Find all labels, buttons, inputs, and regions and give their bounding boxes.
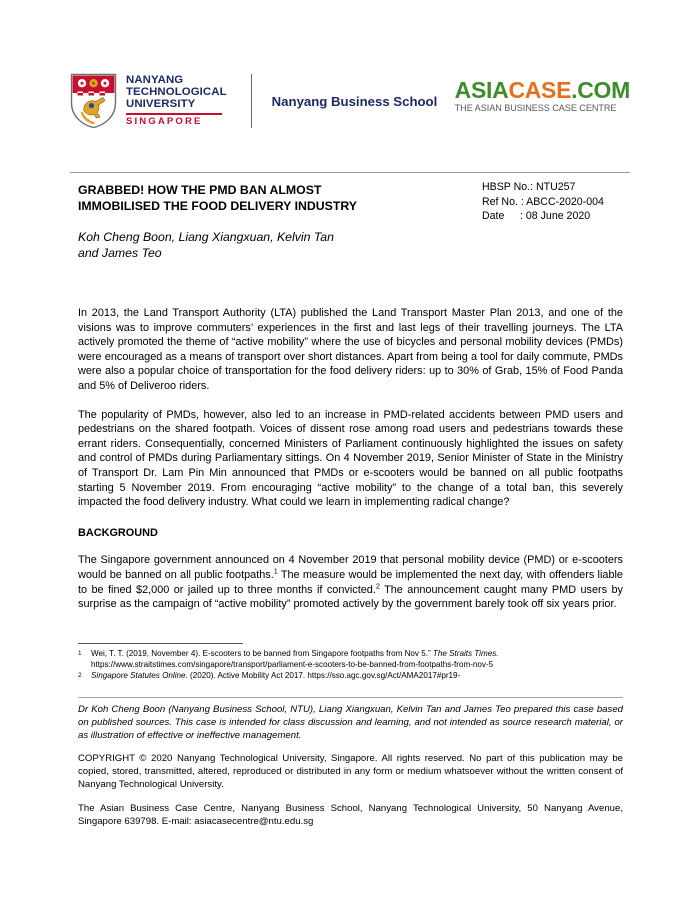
date-value: 08 June 2020 xyxy=(525,210,591,223)
footnote-source-italic: Singapore Statutes Online. xyxy=(91,671,188,681)
footnote-text-before: Wei, T. T. (2019, November 4). E-scooters to be banned from Singapore footpaths from Nov 5.” xyxy=(91,649,433,658)
page-title xyxy=(78,182,468,215)
meta-row-hbsp xyxy=(482,180,632,195)
authors xyxy=(78,229,468,262)
authors-line2: and James Teo xyxy=(78,246,162,261)
ntu-wordmark xyxy=(126,75,227,126)
footnote-source-italic: The Straits Times. xyxy=(432,649,499,658)
footnote-text xyxy=(91,671,628,682)
credits-section xyxy=(78,704,623,839)
authors-line1: Koh Cheng Boon, Liang Xiangxuan, Kelvin Tan xyxy=(78,229,334,244)
business-school-name: Nanyang Business School xyxy=(271,93,438,109)
date-separator: : xyxy=(520,210,523,223)
footnote-url[interactable]: https://www.straitstimes.com/singapore/transport/parliament-e-scooters-to-be-banned-from-footpaths-from-nov-5 xyxy=(91,659,494,669)
date-label: Date xyxy=(482,210,505,223)
asiacase-logo xyxy=(455,78,630,113)
credit-copyright: COPYRIGHT © 2020 Nanyang Technological University, Singapore. All rights reserved. No part of this publication may be copied, stored, transmitted, altered, reproduced or distributed in any form or medium whatsoever without the written consent of Nanyang Technological University. xyxy=(78,753,623,790)
credits-separator-rule xyxy=(78,697,623,698)
paragraph-3 xyxy=(78,553,623,611)
document-body xyxy=(78,306,623,626)
hbsp-value: NTU257 xyxy=(535,181,576,193)
header-separator-rule xyxy=(70,172,630,173)
ref-label: Ref No. : xyxy=(482,195,524,208)
asiacase-tagline: THE ASIAN BUSINESS CASE CENTRE xyxy=(454,103,617,113)
asiacase-word-dotcom: .COM xyxy=(571,77,630,103)
footnote-item xyxy=(78,671,628,682)
ntu-wordmark-line2: TECHNOLOGICAL xyxy=(126,86,227,99)
meta-row-ref xyxy=(482,195,632,210)
page-title-line1: GRABBED! HOW THE PMD BAN ALMOST xyxy=(78,183,322,197)
paragraph-2: The popularity of PMDs, however, also led to an increase in PMD-related accidents between PMD users and pedestrians on the shared footpath. Voices of dissent rose among road users and pedestrians towards these errant riders. Consequentially, concerned Ministers of Parliament continuously highlighted the issues on safety and control of PMDs during Parliamentary sittings. On 4 November 2019, Senior Minister of State in the Ministry of Transport Dr. Lam Pin Min announced that PMDs or e-scooters would be banned on all public footpaths starting 5 November 2019. From encouraging “active mobility” to the change of a total ban, this severely impacted the food delivery industry. What could we learn in implementing radical change? xyxy=(78,408,623,509)
footnote-ref-1[interactable]: 1 xyxy=(273,566,278,576)
paragraph-3-part1: The Singapore government announced on 4 November 2019 that personal mobility device (PMD) or e-scooters would be banned on all public footpaths. xyxy=(78,554,623,581)
asiacase-wordmark xyxy=(455,78,630,102)
section-heading-background: BACKGROUND xyxy=(78,526,158,539)
ntu-wordmark-line1: NANYANG xyxy=(126,74,184,87)
asiacase-word-asia: ASIA xyxy=(454,77,509,103)
paragraph-1: In 2013, the Land Transport Authority (LTA) published the Land Transport Master Plan 2013, and one of the visions was to improve commuters’ experiences in the first and last legs of their travelling journeys. The LTA actively promoted the theme of “active mobility” where the use of bicycles and personal mobility devices (PMDs) were encouraged as a means of transport over short distances. Apart from being a tool for daily commute, PMDs were also a popular choice of transportation for the food delivery riders: up to 30% of Grab, 15% of Food Panda and 5% of Deliveroo riders. xyxy=(78,307,623,392)
ntu-crest-icon xyxy=(70,73,117,129)
ntu-wordmark-country: SINGAPORE xyxy=(126,115,203,127)
ref-value: ABCC-2020-004 xyxy=(526,195,604,208)
footnote-item xyxy=(78,649,628,670)
hbsp-label: HBSP No.: xyxy=(482,181,534,193)
document-metadata xyxy=(482,180,632,224)
footnote-number: 2 xyxy=(78,672,82,680)
asiacase-word-case: CASE xyxy=(508,77,572,103)
ntu-wordmark-divider xyxy=(126,113,222,115)
page-title-line2: IMMOBILISED THE FOOD DELIVERY INDUSTRY xyxy=(78,199,357,214)
footnote-text-after[interactable]: (2020). Active Mobility Act 2017. https://sso.agc.gov.sg/Act/AMA2017#pr19- xyxy=(187,671,461,681)
footnote-separator-rule xyxy=(78,643,243,644)
paragraph-3-part3: The announcement caught many PMD users by surprise as the campaign of “active mobility” promoted actively by the government barely took off six years prior. xyxy=(78,583,624,611)
footnotes-section xyxy=(78,649,628,683)
footnote-number: 1 xyxy=(78,650,82,657)
paragraph-3-part2: The measure would be implemented the next day, with offenders liable to be fined $2,000 or jailed up to three months if convicted. xyxy=(78,568,623,596)
page-header xyxy=(70,66,630,136)
header-vertical-divider xyxy=(251,74,252,128)
credit-prepared-by: Dr Koh Cheng Boon (Nanyang Business School, NTU), Liang Xiangxuan, Kelvin Tan and James Teo prepared this case based on published sources. This case is intended for class discussion and learning, and not intended as source research material, or as illustration of effective or ineffective management. xyxy=(78,704,623,741)
meta-row-date xyxy=(482,209,632,224)
footnote-ref-2[interactable]: 2 xyxy=(375,580,380,590)
footnote-text xyxy=(91,649,628,670)
credit-contact: The Asian Business Case Centre, Nanyang Business School, Nanyang Technological University, 50 Nanyang Avenue, Singapore 639798. E-mail: asiacasecentre@ntu.edu.sg xyxy=(78,802,623,827)
ntu-wordmark-line3: UNIVERSITY xyxy=(126,97,196,110)
ntu-logo-lockup xyxy=(70,70,227,132)
title-block xyxy=(78,182,468,262)
